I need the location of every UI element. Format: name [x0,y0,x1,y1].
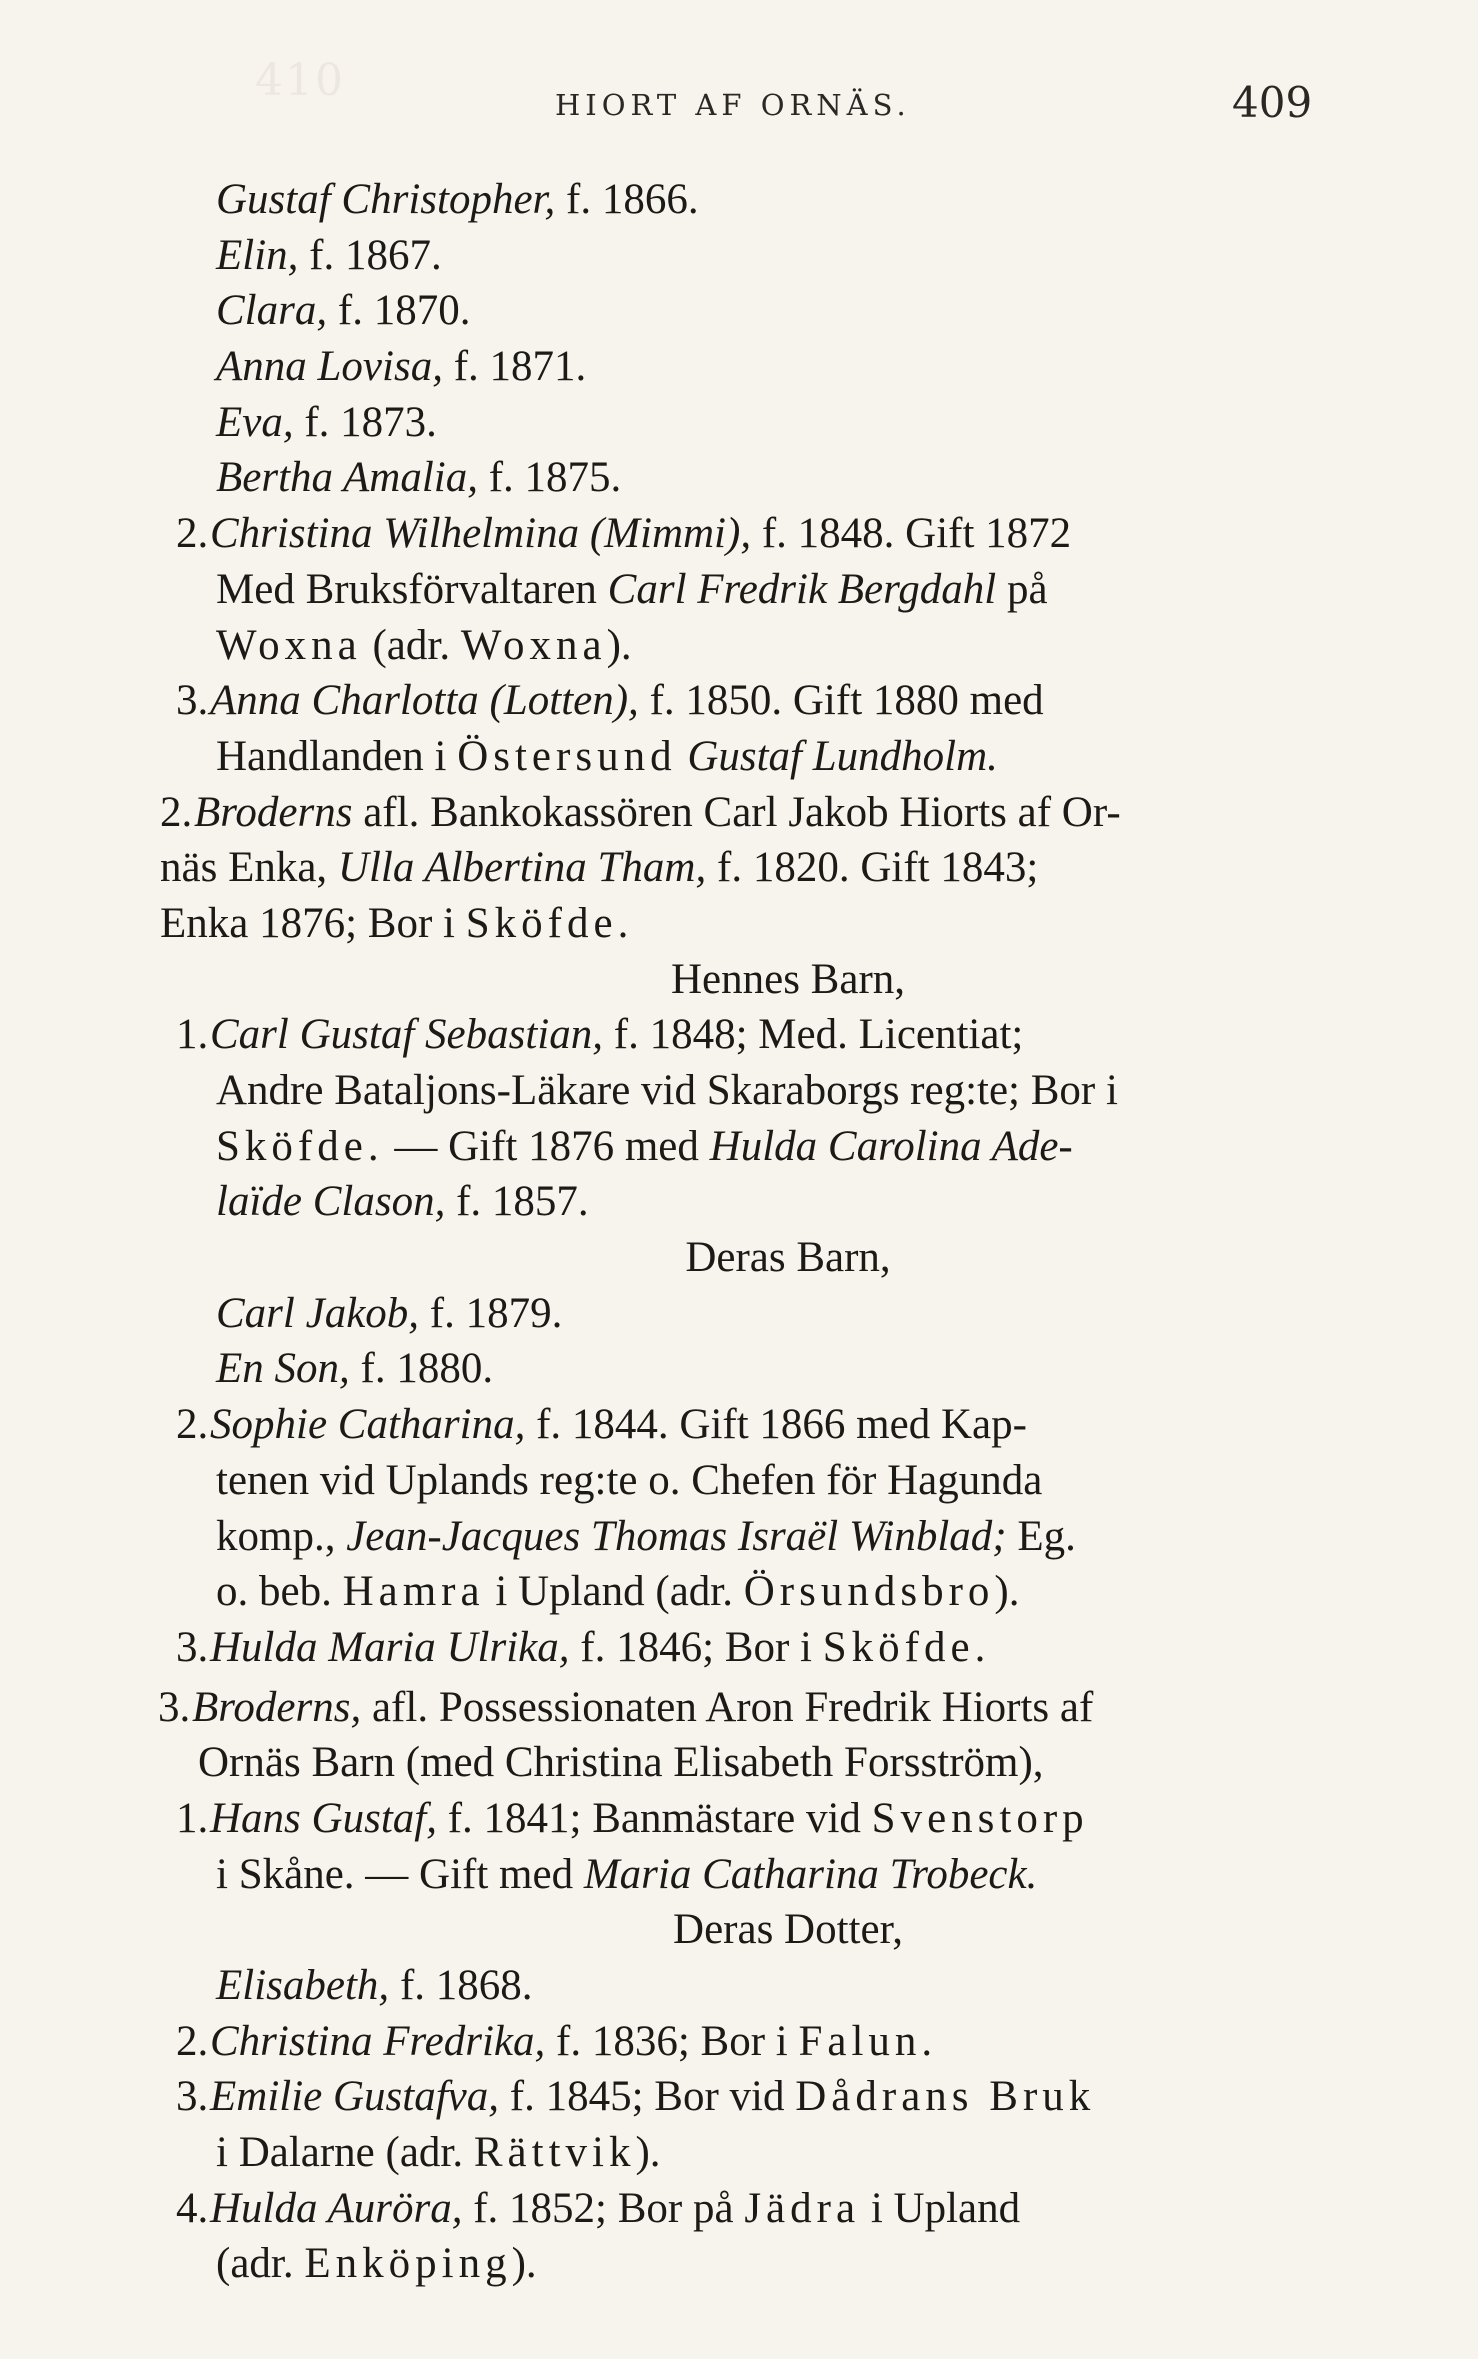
person-name: Broderns [194,788,353,836]
person-name: laïde Clason, [216,1178,446,1226]
text-line [158,283,1358,339]
line-text: f. 1857. [445,1178,589,1226]
person-name: Hans Gustaf, [210,1794,437,1842]
text-line [158,1119,1358,1175]
text-line [158,1620,1358,1676]
line-text: f. 1871. [442,343,587,391]
section-heading: Deras Dotter, [673,1906,903,1954]
line-text: f. 1848. Gift 1872 [751,510,1072,558]
text-line [158,1007,1358,1063]
line-text: f. 1868. [389,1962,533,2009]
line-text: f. 1848; Med. Licentiat; [603,1011,1024,1059]
text-line [158,1564,1358,1620]
text-line [158,1680,1358,1736]
line-text: Handlanden i [216,732,458,780]
entry-number: 3. [158,1683,191,1731]
line-text: i Skåne. — Gift med [216,1850,584,1898]
text-line [158,673,1358,729]
person-name: Emilie Gustafva, [210,2073,500,2121]
place-name: Sköfde. [465,899,634,947]
person-name: Carl Jakob, [216,1289,420,1337]
person-name: Carl Fredrik Bergdahl [607,565,997,613]
place-name: Enköping [304,2240,512,2288]
text-line [158,1791,1358,1847]
line-text: f. 1846; Bor i [569,1623,823,1671]
text-line [158,896,1358,952]
text-line: tenen vid Uplands reg:te o. Chefen för Hagunda [216,1456,1043,1504]
text-line [158,2181,1358,2237]
place-name: Hamra [342,1568,485,1616]
text-line [158,2069,1358,2125]
person-name: Clara, [216,287,328,335]
person-name: Christina Fredrika, [210,2017,546,2065]
line-text: i Upland (adr. [484,1568,744,1616]
line-text: f. 1836; Bor i [545,2017,799,2065]
text-line [158,1286,1358,1342]
line-text: komp., [216,1512,347,1560]
line-text: f. 1880. [349,1345,494,1393]
entry-number: 4. [176,2184,209,2232]
line-text: o. beb. [216,1568,343,1616]
line-text [677,733,688,780]
person-name: Hulda Auröra, [210,2184,463,2232]
text-line [158,1174,1358,1230]
entry-number: 2. [176,510,209,558]
person-name: Gustaf Christopher, [216,176,556,223]
entry-number: 3. [176,1623,209,1671]
genealogy-text [158,172,1358,2292]
person-name: Elin, [216,231,299,279]
person-name: Anna Lovisa, [216,343,443,391]
person-name: Broderns, [192,1683,362,1731]
place-name: Woxna [460,621,607,669]
text-line [158,339,1358,395]
line-text: f. 1875. [477,454,622,502]
text-line [158,1847,1358,1903]
entry-number: 3. [176,677,209,725]
line-text: f. 1867. [298,231,442,279]
text-line: Andre Bataljons-Läkare vid Skaraborgs reg:te; Bor i [216,1067,1118,1114]
text-line: Ornäs Barn (med Christina Elisabeth Forsström), [198,1739,1044,1787]
line-text: f. 1879. [419,1289,563,1337]
line-text: f. 1873. [293,398,437,446]
text-line [158,562,1358,618]
line-text: f. 1850. Gift 1880 med [638,677,1044,725]
line-text: Enka 1876; Bor i [160,899,466,947]
text-line [158,1958,1358,2014]
line-text: ). [635,2129,661,2177]
line-text: Eg. [1006,1512,1076,1560]
line-text: ). [606,621,632,669]
place-name: Falun. [798,2017,938,2065]
line-text: f. 1820. Gift 1843; [706,844,1039,892]
place-name: Dådrans Bruk [795,2073,1096,2121]
person-name: Bertha Amalia, [216,454,478,502]
text-line [158,172,1358,228]
section-heading: Deras Barn, [685,1234,891,1282]
text-line [158,450,1358,506]
entry-number: 1. [176,1794,209,1842]
entry-number: 2. [176,1401,209,1449]
person-name: Christina Wilhelmina (Mimmi), [210,510,752,558]
person-name: Jean-Jacques Thomas Israël Winblad; [346,1512,1007,1560]
line-text: afl. Bankokassören Carl Jakob Hiorts af Or- [352,788,1121,836]
line-text: ). [511,2240,537,2288]
place-name: Rättvik [473,2129,636,2177]
line-text: — Gift 1876 med [383,1122,710,1170]
line-text: afl. Possessionaten Aron Fredrik Hiorts af [361,1683,1094,1731]
line-text: f. 1870. [327,287,471,335]
person-name: Elisabeth, [216,1962,390,2009]
text-line [158,228,1358,284]
line-text: f. 1845; Bor vid [499,2073,796,2121]
text-line [158,2236,1358,2292]
text-line [158,506,1358,562]
line-text: i Upland [860,2184,1021,2232]
person-name: Sophie Catharina, [210,1401,526,1449]
person-name: Carl Gustaf Sebastian, [210,1011,604,1059]
text-line [158,2014,1358,2070]
text-line [158,1341,1358,1397]
person-name: Maria Catharina Trobeck. [583,1850,1038,1898]
person-name: Anna Charlotta (Lotten), [210,677,639,725]
section-heading: Hennes Barn, [670,955,906,1003]
page-number: 409 [1232,78,1313,127]
person-name: Hulda Carolina Ade- [709,1122,1073,1170]
line-text: f. 1852; Bor på [462,2184,745,2232]
person-name: Ulla Albertina Tham, [337,844,707,892]
running-title: HIORT AF ORNÄS. [555,88,911,122]
place-name: Woxna [216,621,362,669]
text-line [158,1509,1358,1565]
line-text: (adr. [216,2240,305,2288]
person-name: Gustaf Lundholm. [687,732,998,780]
text-line [158,1397,1358,1453]
text-line [158,729,1358,785]
line-text: (adr. [361,621,461,669]
text-line [158,2125,1358,2181]
place-name: Östersund [457,732,677,780]
line-text: f. 1841; Banmästare vid [436,1794,872,1842]
person-name: Eva, [216,398,294,446]
line-text: f. 1844. Gift 1866 med Kap- [525,1401,1027,1449]
entry-number: 2. [160,788,193,836]
line-text: i Dalarne (adr. [216,2129,474,2177]
line-text: ). [994,1568,1020,1616]
place-name: Sköfde. [216,1122,384,1170]
line-text: Med Bruksförvaltaren [216,565,608,613]
text-line [158,840,1358,896]
line-text: f. 1866. [555,176,699,223]
entry-number: 2. [176,2017,209,2065]
line-text: på [996,565,1048,613]
place-name: Örsundsbro [743,1568,995,1616]
bleed-through-page-number: 410 [255,55,345,106]
person-name: En Son, [216,1345,350,1393]
entry-number: 3. [176,2073,209,2121]
text-line [158,395,1358,451]
text-line [158,785,1358,841]
place-name: Jädra [744,2184,861,2232]
place-name: Sköfde. [822,1623,991,1671]
entry-number: 1. [176,1011,209,1059]
person-name: Hulda Maria Ulrika, [210,1623,570,1671]
place-name: Svenstorp [871,1794,1089,1842]
line-text: näs Enka, [160,844,338,892]
text-line [158,618,1358,674]
